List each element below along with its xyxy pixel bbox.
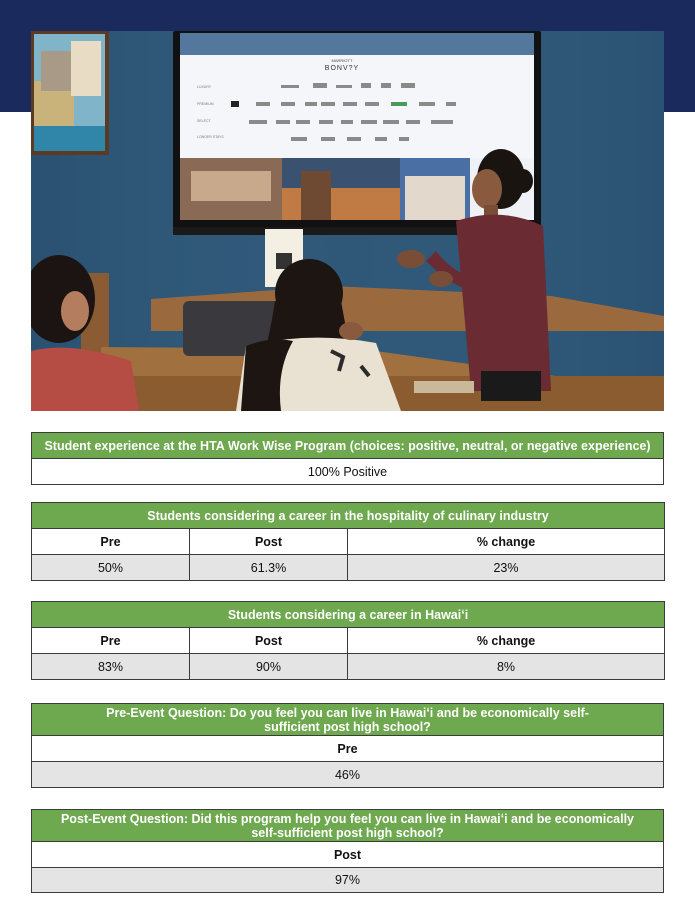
screen-tier-luxury: LUXURY	[197, 85, 212, 89]
screen-tier-select: SELECT	[197, 119, 211, 123]
hospitality-header-pre: Pre	[32, 529, 190, 555]
hospitality-value-change: 23%	[348, 555, 665, 581]
pre-event-value: 46%	[32, 762, 664, 788]
hawaii-value-post: 90%	[190, 654, 348, 680]
hospitality-value-post: 61.3%	[190, 555, 348, 581]
hospitality-table	[31, 502, 665, 581]
screen-brand: BONV?Y	[324, 65, 360, 72]
hospitality-header-change: % change	[348, 529, 665, 555]
hawaii-header-pre: Pre	[32, 628, 190, 654]
hawaii-value-pre: 83%	[32, 654, 190, 680]
post-event-header: Post	[32, 842, 664, 868]
experience-value: 100% Positive	[32, 459, 664, 485]
pre-event-table	[31, 703, 664, 788]
hawaii-title: Students considering a career in Hawaiʻi	[32, 602, 665, 628]
wall-painting	[31, 31, 109, 155]
hawaii-career-table	[31, 601, 665, 680]
hawaii-header-post: Post	[190, 628, 348, 654]
pre-event-title: Pre-Event Question: Do you feel you can live in Hawaiʻi and be economically self-sufficient post high school?	[32, 704, 664, 736]
screen-tier-longer-stays: LONGER STAYS	[197, 135, 224, 139]
pre-event-header: Pre	[32, 736, 664, 762]
post-event-table	[31, 809, 664, 893]
experience-table	[31, 432, 664, 485]
hospitality-title: Students considering a career in the hospitality of culinary industry	[32, 503, 665, 529]
experience-title: Student experience at the HTA Work Wise Program (choices: positive, neutral, or negative experience)	[32, 433, 664, 459]
screen-brand-top: MARRIOTT	[331, 58, 353, 63]
hospitality-header-post: Post	[190, 529, 348, 555]
hawaii-value-change: 8%	[348, 654, 665, 680]
screen-tier-premium: PREMIUM	[197, 102, 214, 106]
classroom-photo	[31, 31, 664, 411]
post-event-title: Post-Event Question: Did this program help you feel you can live in Hawaiʻi and be economically self-sufficient post high school?	[32, 810, 664, 842]
hospitality-value-pre: 50%	[32, 555, 190, 581]
post-event-value: 97%	[32, 868, 664, 893]
hawaii-header-change: % change	[348, 628, 665, 654]
